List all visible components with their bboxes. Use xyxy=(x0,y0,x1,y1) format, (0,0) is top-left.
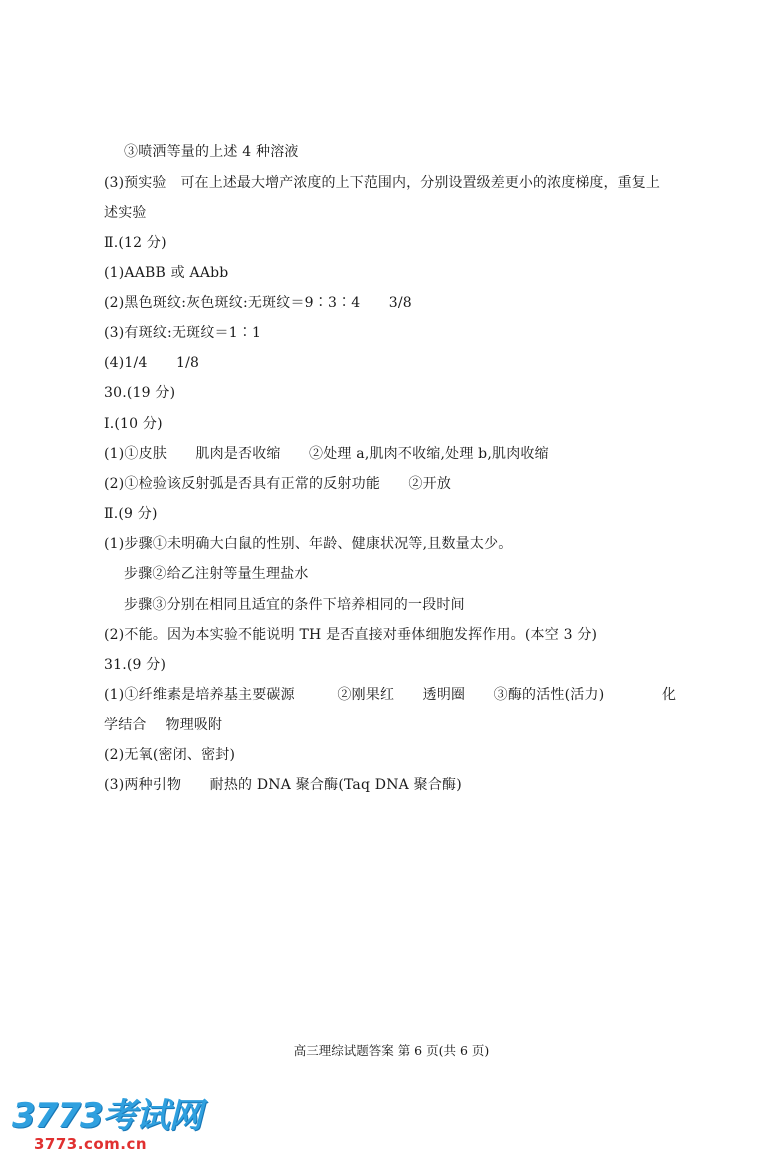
answer-line: (2)无氧(密闭、密封) xyxy=(104,747,236,763)
answer-line: (1)步骤①未明确大白鼠的性别、年龄、健康状况等,且数量太少。 xyxy=(104,536,513,552)
question-heading: 30.(19 分) xyxy=(104,385,176,401)
answer-line: 步骤②给乙注射等量生理盐水 xyxy=(124,566,309,582)
answer-line: (3)有斑纹:无斑纹＝1∶1 xyxy=(104,325,262,341)
section-heading: Ⅰ.(10 分) xyxy=(104,416,163,432)
answer-line: (1)①纤维素是培养基主要碳源 ②刚果红 透明圈 ③酶的活性(活力) xyxy=(104,687,605,703)
page-footer: 高三理综试题答案 第 6 页(共 6 页) xyxy=(293,1043,490,1058)
answer-line: (4)1/4 1/8 xyxy=(104,355,200,371)
answer-line: ③喷洒等量的上述 4 种溶液 xyxy=(124,144,299,160)
answer-line: 述实验 xyxy=(104,205,147,221)
answer-line: (2)不能。因为本实验不能说明 TH 是否直接对垂体细胞发挥作用。(本空 3 分) xyxy=(104,627,598,643)
watermark-url: 3773.com.cn xyxy=(34,1135,148,1153)
answer-line: (1)①皮肤 肌肉是否收缩 ②处理 a,肌肉不收缩,处理 b,肌肉收缩 xyxy=(104,446,549,462)
section-heading: Ⅱ.(9 分) xyxy=(104,506,158,522)
answer-line: (2)黑色斑纹:灰色斑纹:无斑纹＝9∶3∶4 3/8 xyxy=(104,295,412,311)
question-heading: 31.(9 分) xyxy=(104,657,167,673)
answer-line: (1)AABB 或 AAbb xyxy=(104,265,229,281)
answer-line-continuation: 化 xyxy=(662,687,676,703)
answer-line: 学结合 物理吸附 xyxy=(104,717,223,733)
answer-line: (2)①检验该反射弧是否具有正常的反射功能 ②开放 xyxy=(104,476,452,492)
answer-line: 步骤③分别在相同且适宜的条件下培养相同的一段时间 xyxy=(124,597,465,613)
section-heading: Ⅱ.(12 分) xyxy=(104,235,167,251)
site-watermark xyxy=(12,1096,202,1159)
answer-line: (3)预实验 可在上述最大增产浓度的上下范围内，分别设置级差更小的浓度梯度，重复上 xyxy=(104,175,660,191)
watermark-logo: 3773考试网 xyxy=(12,1096,202,1136)
answer-line: (3)两种引物 耐热的 DNA 聚合酶(Taq DNA 聚合酶) xyxy=(104,777,462,793)
